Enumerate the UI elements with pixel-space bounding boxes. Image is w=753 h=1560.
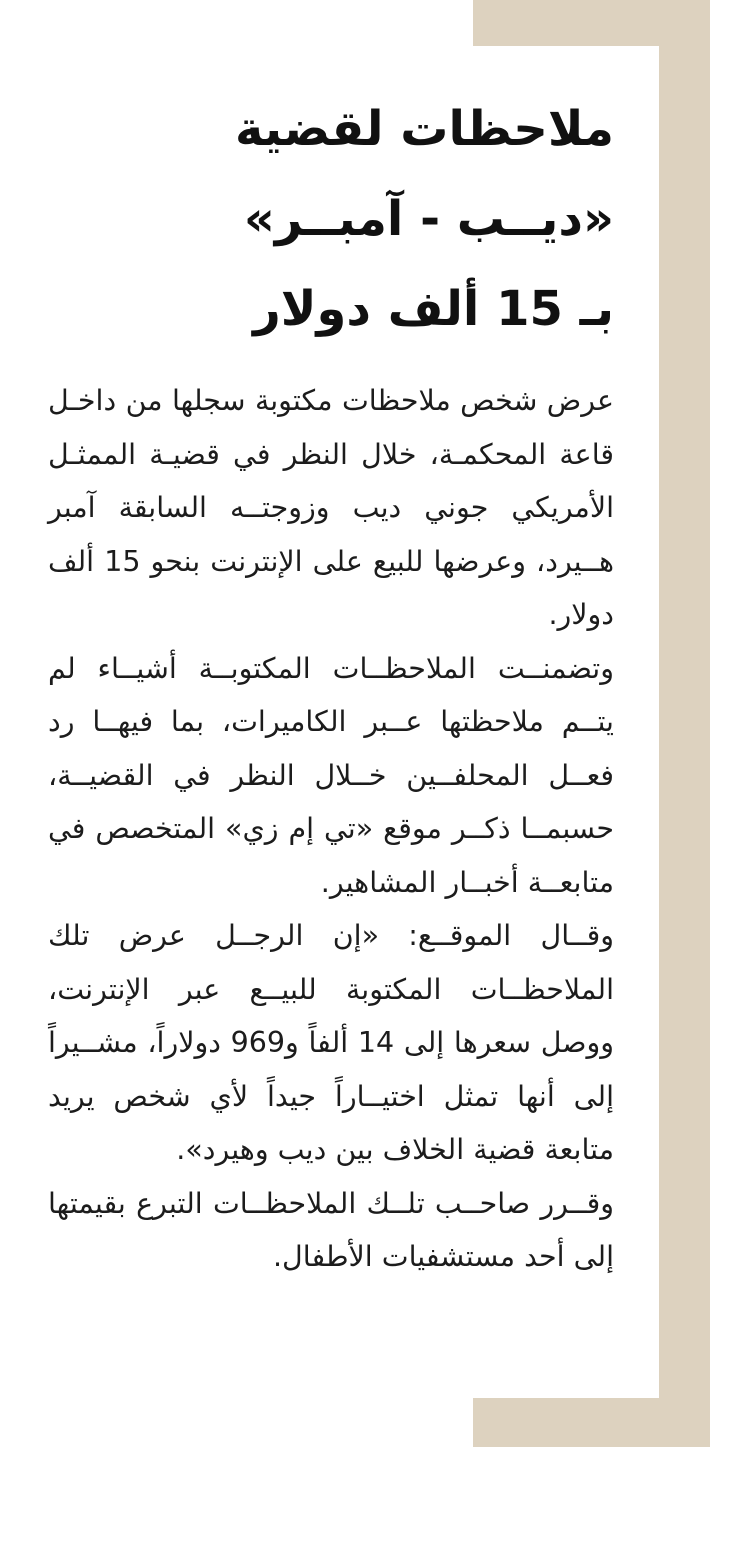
article-paragraph-2: وتضمنــت الملاحظــات المكتوبــة أشيــاء لم يتــم ملاحظتها عــبر الكاميرات، بما فيهــا رد فعــل المحلفــين خــلال النظر في القضيــة، حسبمــا ذكــر موقع «تي إم زي» المتخصص في متابعــة أخبــار المشاهير.	[48, 651, 614, 899]
article-paragraph-1: عرض شخص ملاحظات مكتوبة سجلها من داخـل قاعة المحكمـة، خلال النظر في قضيـة الممثـل الأمريكي جوني ديب وزوجتــه السابقة آمبر هــيرد، وعرضها للبيع على الإنترنت بنحو 15 ألف دولار.	[48, 384, 615, 631]
headline-line-2: «ديــب - آمبــر»	[243, 191, 614, 247]
headline-line-3: بـ 15 ألف دولار	[253, 281, 614, 337]
article-paragraph-4: وقــرر صاحــب تلــك الملاحظــات التبرع بقيمتها إلى أحد مستشفيات الأطفال.	[48, 1186, 614, 1273]
headline-line-1: ملاحظات لقضية	[234, 101, 614, 157]
article-headline	[48, 84, 614, 354]
article-body	[48, 374, 614, 1284]
news-article	[48, 84, 614, 1284]
article-paragraph-3: وقــال الموقــع: «إن الرجــل عرض تلك الملاحظــات المكتوبة للبيــع عبر الإنترنت، ووصل سعرها إلى 14 ألفاً و969 دولاراً، مشــيراً إلى أنها تمثل اختيــاراً جيداً لأي شخص يريد متابعة قضية الخلاف بين ديب وهيرد».	[48, 919, 614, 1166]
